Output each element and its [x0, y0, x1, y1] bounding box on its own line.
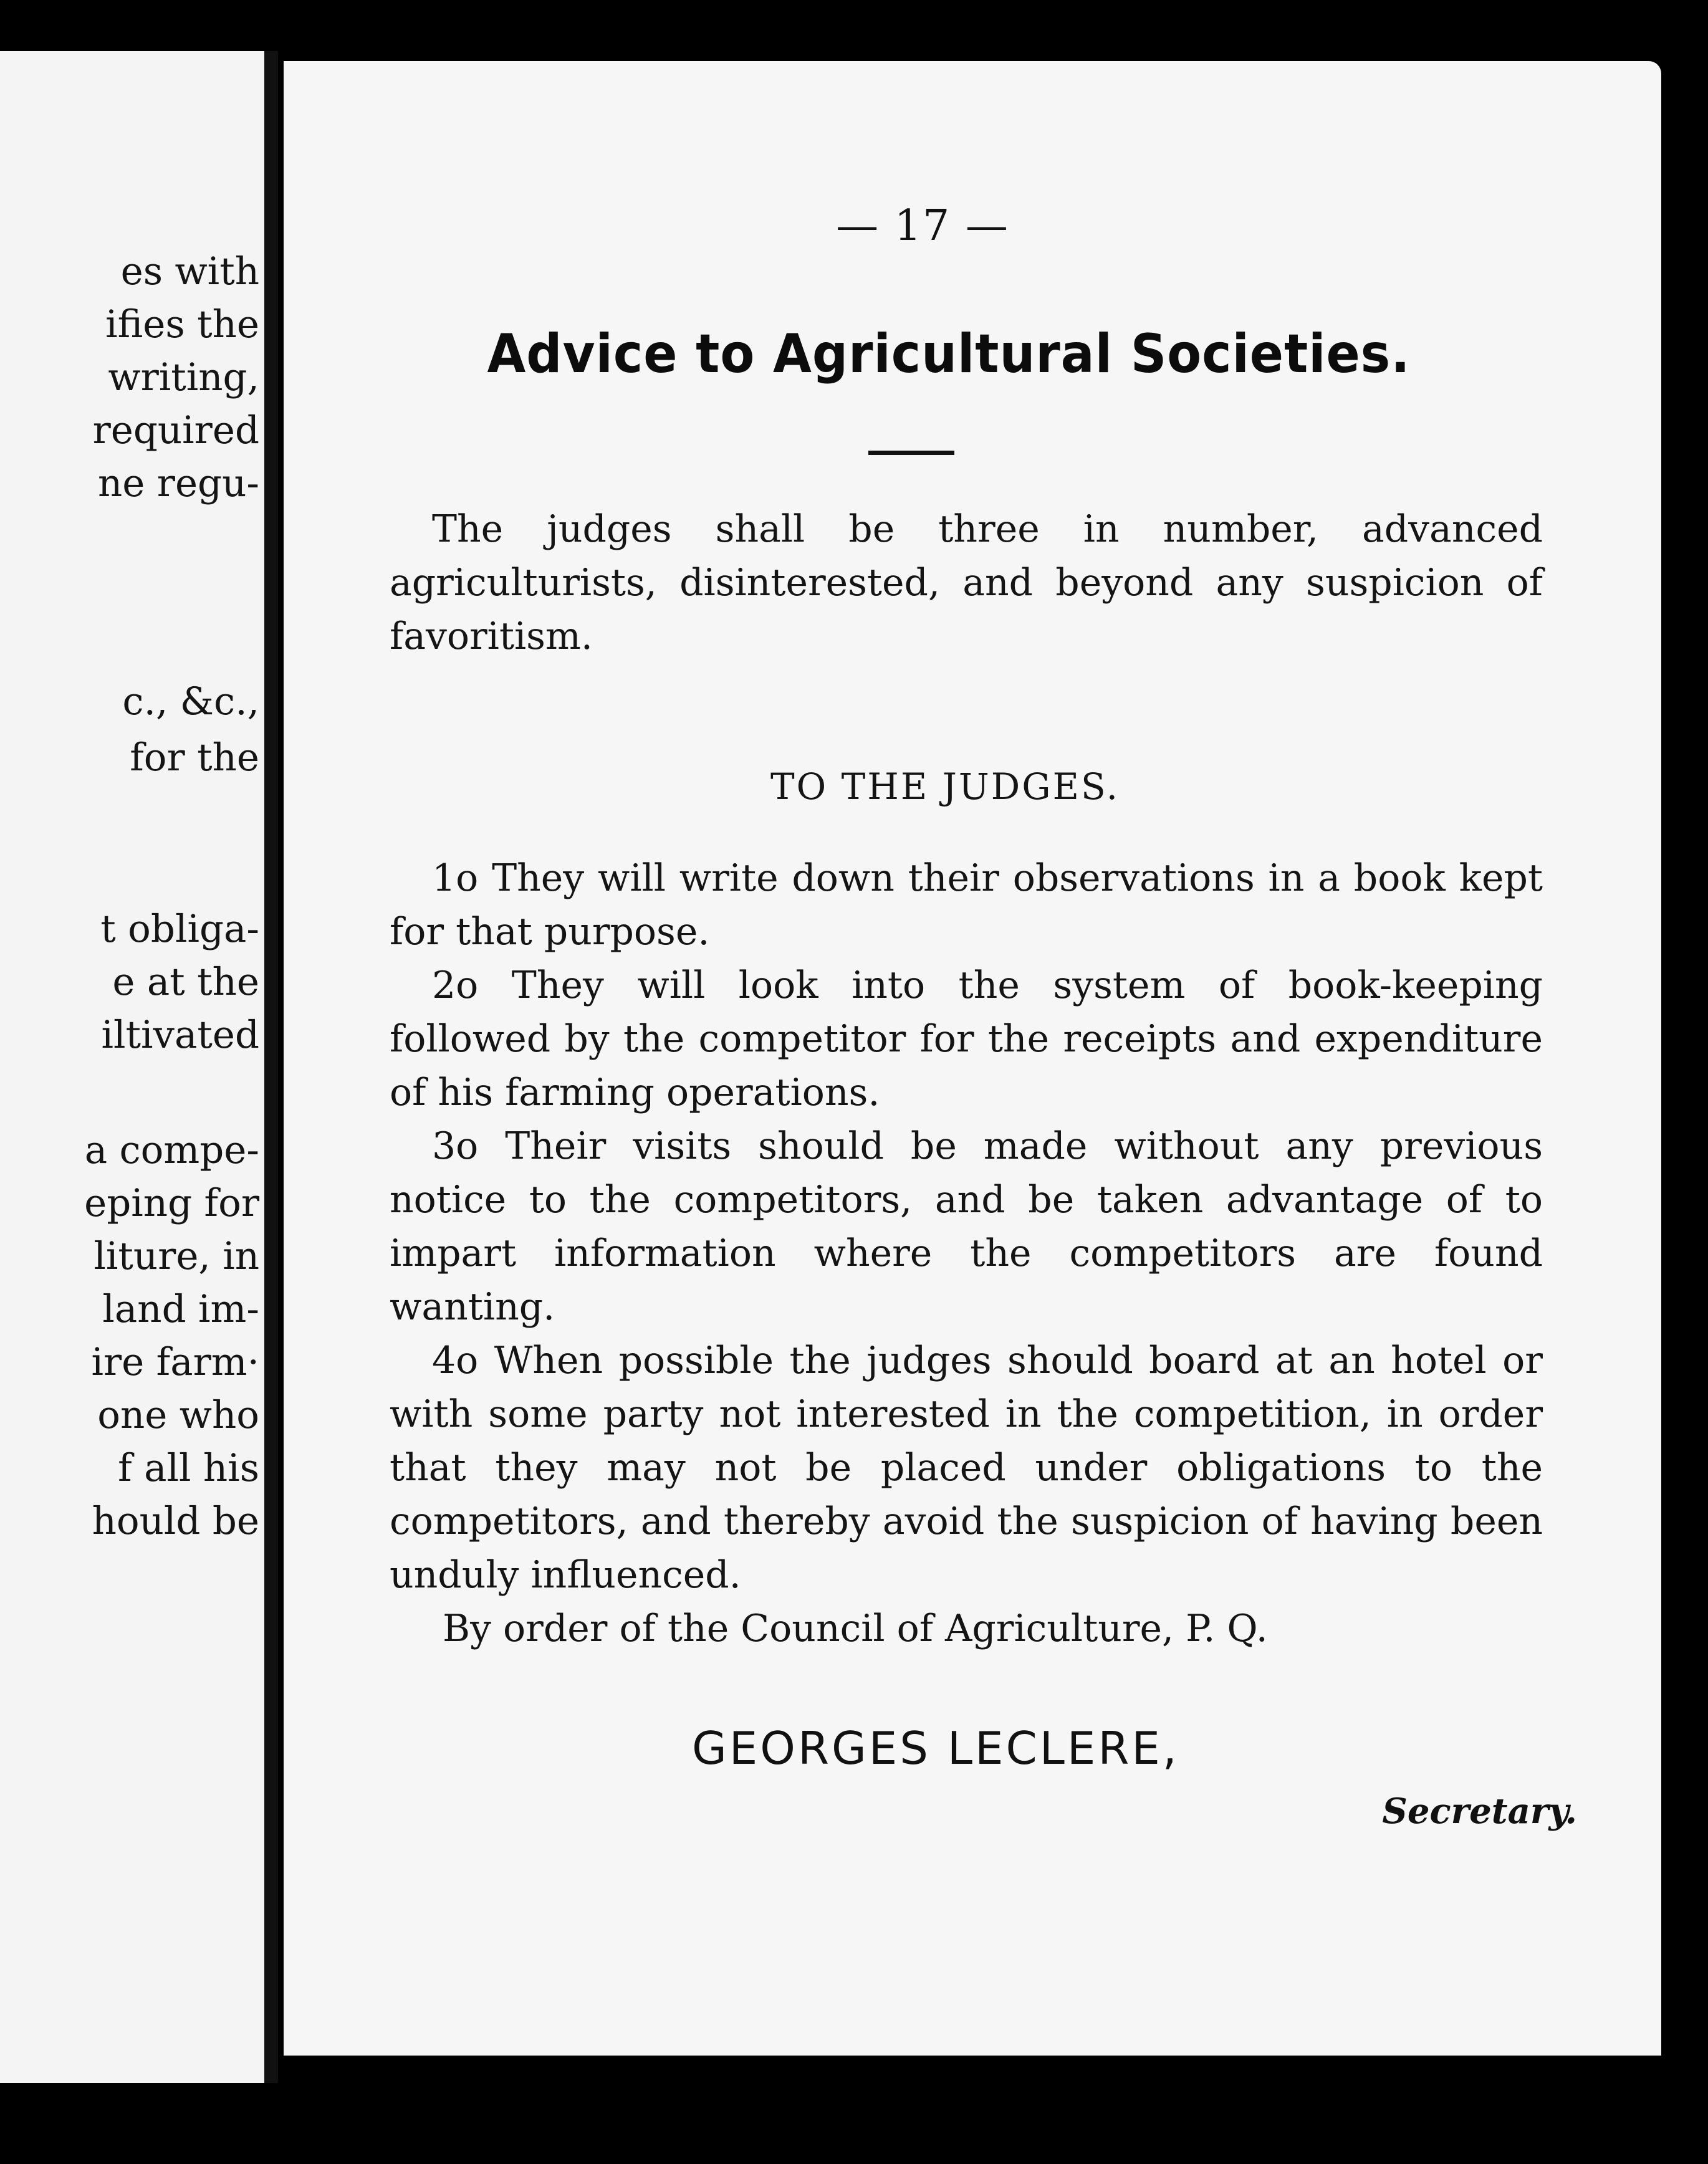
- rule-item-3: 3o Their visits should be made without any previous notice to the competitors, and be taken advantage of to impart information where the competitors are found wanting.: [390, 1124, 1543, 1329]
- facing-page-left: [0, 51, 278, 2083]
- intro-text: The judges shall be three in number, advanced agriculturists, disinterested, and beyond any suspicion of favoritism.: [390, 507, 1543, 658]
- left-page-line: a compe-: [84, 1128, 259, 1172]
- title-divider: [868, 451, 954, 455]
- left-page-line: one who: [97, 1393, 259, 1437]
- signer-role: Secretary.: [1382, 1791, 1577, 1832]
- left-page-line: t obliga-: [100, 907, 259, 951]
- intro-paragraph: [390, 502, 1543, 663]
- left-page-line: land im-: [102, 1287, 259, 1331]
- rule-item-4: 4o When possible the judges should board at an hotel or with some party not interested in the competition, in order that they may not be placed under obligations to the competitors, and thereby avoid the suspicion of having been unduly influenced.: [390, 1339, 1543, 1597]
- left-page-line: f all his: [118, 1446, 259, 1490]
- left-page-line: e at the: [112, 960, 259, 1004]
- signer-name: GEORGES LECLERE,: [692, 1722, 1179, 1774]
- section-heading: TO THE JUDGES.: [770, 765, 1120, 808]
- rules-list: [390, 851, 1543, 1602]
- page-title: Advice to Agricultural Societies.: [487, 323, 1411, 385]
- left-page-line: writing,: [108, 355, 259, 400]
- left-page-line: required: [92, 408, 259, 452]
- left-page-line: liture, in: [94, 1234, 259, 1278]
- left-page-line: ne regu-: [98, 461, 259, 505]
- left-page-line: for the: [130, 735, 259, 780]
- rule-item-1: 1o They will write down their observations in a book kept for that purpose.: [390, 856, 1543, 954]
- attribution: By order of the Council of Agriculture, P. Q.: [443, 1607, 1268, 1650]
- document-page: [284, 61, 1661, 2056]
- left-page-line: es with: [120, 249, 259, 294]
- left-page-line: eping for: [84, 1181, 259, 1225]
- left-page-line: ifies the: [105, 302, 259, 347]
- page-number: — 17 —: [836, 201, 1009, 251]
- left-page-line: hould be: [92, 1499, 259, 1543]
- left-page-line: c., &c.,: [122, 679, 259, 724]
- rule-item-2: 2o They will look into the system of book-keeping followed by the competitor for the receipts and expenditure of his farming operations.: [390, 964, 1543, 1114]
- left-page-line: iltivated: [101, 1013, 259, 1057]
- left-page-line: ire farm·: [91, 1340, 259, 1384]
